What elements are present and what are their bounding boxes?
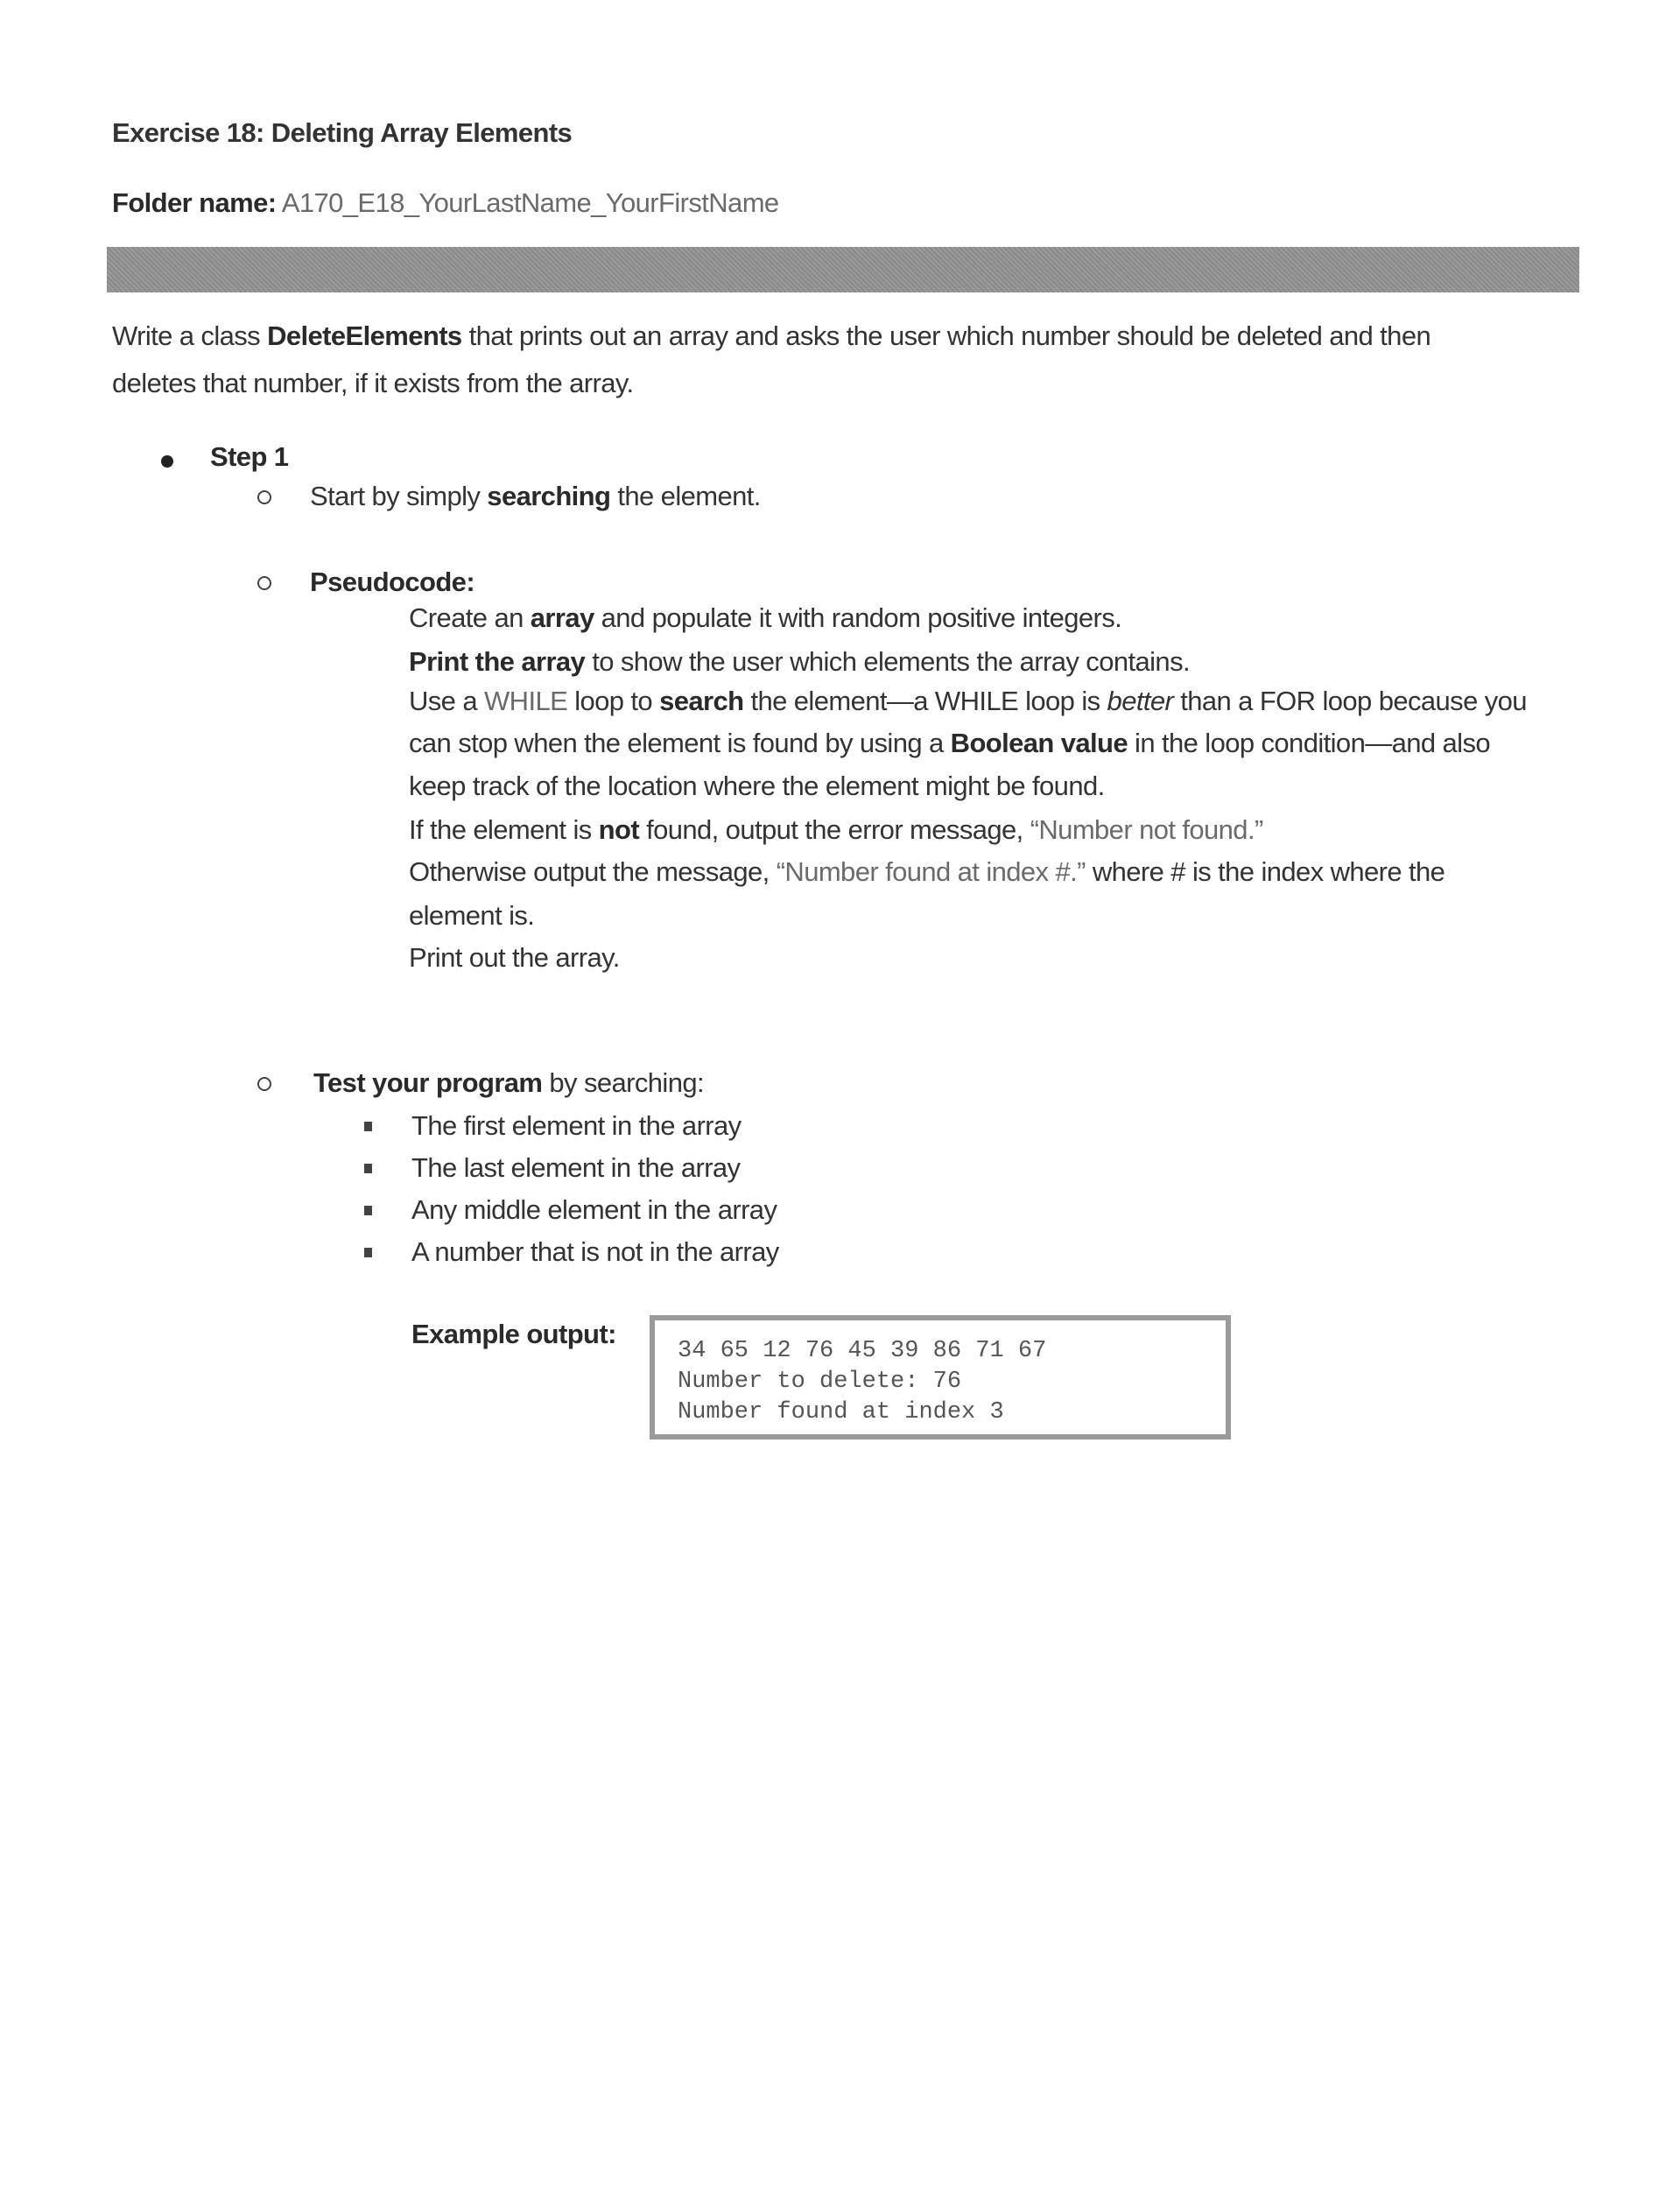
text-segment: Create an (409, 602, 531, 633)
text-segment: in the loop condition—and also (1128, 728, 1491, 758)
circle-bullet-icon (257, 490, 271, 504)
output-line: Number found at index 3 (678, 1399, 1004, 1425)
output-line: Number to delete: 76 (678, 1369, 962, 1395)
output-line: 34 65 12 76 45 39 86 71 67 (678, 1338, 1047, 1364)
test-item: The first element in the array (411, 1110, 742, 1141)
circle-bullet-icon (257, 1077, 271, 1091)
text-segment: better (1107, 686, 1174, 716)
text-segment: “Number not found.” (1030, 814, 1263, 845)
square-bullet-icon (364, 1164, 372, 1173)
text-segment: can stop when the element is found by using a (409, 728, 951, 758)
pseudocode-line (409, 902, 534, 929)
pseudocode-label: Pseudocode: (310, 567, 475, 597)
test-item: Any middle element in the array (411, 1194, 777, 1225)
folder-value: A170_E18_YourLastName_YourFirstName (281, 187, 779, 218)
text-segment: Test your program (313, 1067, 543, 1098)
text-segment: and populate it with random positive integers. (594, 602, 1122, 633)
text-segment: Start by simply (310, 481, 488, 511)
text-segment: searching (487, 481, 611, 511)
text-segment: the element—a WHILE loop is (743, 686, 1107, 716)
pseudocode-line (409, 858, 1445, 885)
text-segment: Write a class (112, 320, 268, 351)
text-segment: Otherwise output the message, (409, 856, 777, 887)
text-segment: WHILE (484, 686, 568, 716)
text-segment: element is. (409, 900, 535, 931)
text-segment: Boolean value (950, 728, 1128, 758)
text-segment: where # is the index where the (1085, 856, 1445, 887)
text-segment: array (530, 602, 594, 633)
page-title: Exercise 18: Deleting Array Elements (112, 117, 573, 148)
pseudocode-line (409, 729, 1490, 757)
intro-line (112, 370, 633, 397)
text-segment: search (659, 686, 744, 716)
text-segment: loop to (567, 686, 660, 716)
pseudocode-line (409, 944, 620, 971)
folder-label: Folder name: (112, 187, 277, 218)
pseudocode-line (409, 648, 1190, 675)
text-segment: the element. (610, 481, 761, 511)
text-segment: not (598, 814, 640, 845)
text-segment: found, output the error message, (639, 814, 1030, 845)
test-heading (313, 1069, 704, 1096)
start-text (310, 482, 761, 510)
text-segment: Use a (409, 686, 484, 716)
pseudocode-line (409, 604, 1121, 631)
text-segment: that prints out an array and asks the user which number should be deleted and then (461, 320, 1431, 351)
test-item: A number that is not in the array (411, 1236, 779, 1267)
example-label: Example output: (411, 1319, 616, 1349)
text-segment: Print out the array. (409, 942, 620, 973)
pseudocode-line (409, 687, 1527, 714)
text-segment: If the element is (409, 814, 599, 845)
square-bullet-icon (364, 1248, 372, 1257)
test-item: The last element in the array (411, 1152, 741, 1183)
square-bullet-icon (364, 1206, 372, 1215)
text-segment: by searching: (542, 1067, 704, 1098)
pseudocode-line (409, 772, 1105, 799)
bullet-icon (161, 455, 173, 468)
text-segment: keep track of the location where the element might be found. (409, 771, 1105, 801)
pseudocode-line (409, 816, 1263, 843)
text-segment: “Number found at index #.” (776, 856, 1086, 887)
text-segment: Print the array (409, 646, 586, 677)
divider-bar (107, 247, 1579, 292)
circle-bullet-icon (257, 576, 271, 590)
text-segment: than a FOR loop because you (1173, 686, 1527, 716)
text-segment: DeleteElements (267, 320, 462, 351)
example-output-box (650, 1315, 1231, 1439)
intro-line (112, 322, 1430, 349)
text-segment: to show the user which elements the array contains. (585, 646, 1190, 677)
text-segment: deletes that number, if it exists from the array. (112, 368, 634, 398)
step-heading: Step 1 (210, 441, 289, 472)
folder-name (112, 189, 779, 216)
square-bullet-icon (364, 1122, 372, 1131)
